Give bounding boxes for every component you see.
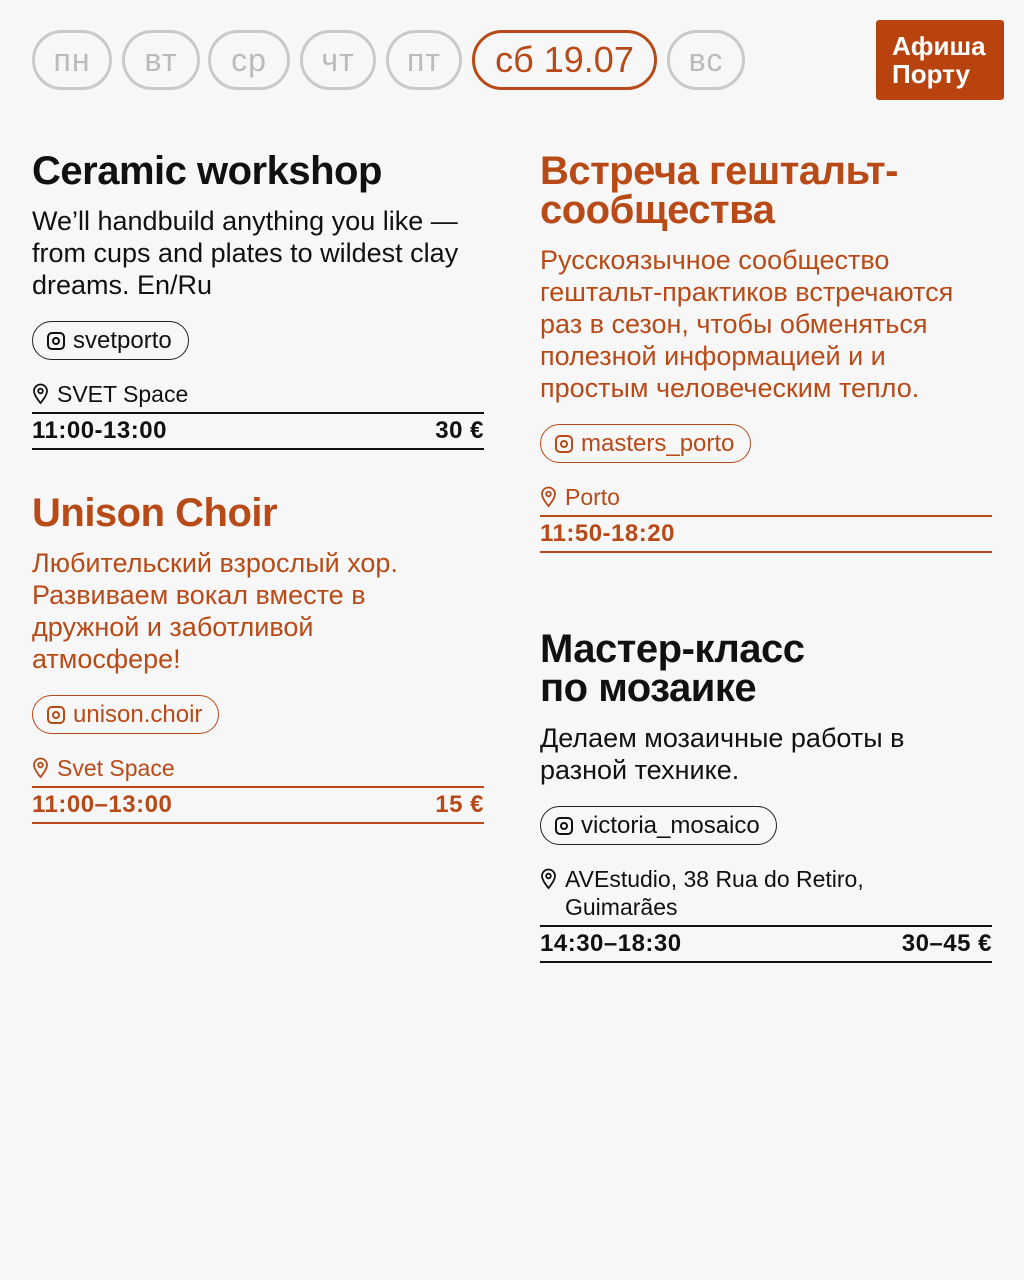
event-time: 11:00-13:00	[32, 417, 167, 444]
event-description: Русскоязычное сообщество гештальт-практиков встречаются раз в сезон, чтобы обменяться полезной информацией и и простым человеческим тепло.	[540, 245, 954, 403]
location-name: Svet Space	[57, 755, 175, 781]
day-tab-wed[interactable]: ср	[208, 30, 290, 90]
event-location	[540, 865, 992, 921]
location-pin-icon	[540, 486, 557, 508]
location-pin-icon	[32, 383, 49, 405]
event-title: Встреча гештальт-сообщества	[540, 149, 898, 232]
event-description: Любительский взрослый хор. Развиваем вокал вместе в дружной и заботливой атмосфере!	[32, 548, 398, 674]
brand-logo[interactable]	[876, 20, 1004, 100]
day-tab-sat-selected[interactable]: сб 19.07	[472, 30, 657, 90]
instagram-link[interactable]	[32, 695, 219, 734]
instagram-icon	[47, 706, 65, 724]
event-description: Делаем мозаичные работы в разной технике.	[540, 723, 905, 785]
event-card-ceramic-workshop	[32, 149, 484, 450]
event-description: We’ll handbuild anything you like — from cups and plates to wildest clay dreams. En/Ru	[32, 206, 459, 300]
brand-line-2: Порту	[892, 59, 970, 89]
day-tab-fri[interactable]: пт	[386, 30, 462, 90]
location-pin-icon	[540, 868, 557, 890]
event-price: 30 €	[435, 417, 484, 444]
instagram-handle: unison.choir	[73, 700, 203, 728]
day-tab-sun[interactable]: вс	[667, 30, 745, 90]
event-location	[540, 483, 992, 511]
day-tab-thu[interactable]: чт	[300, 30, 376, 90]
instagram-icon	[555, 435, 573, 453]
event-card-unison-choir	[32, 491, 484, 824]
instagram-icon	[555, 817, 573, 835]
location-name: AVEstudio, 38 Rua do Retiro, Guimarães	[565, 866, 864, 920]
event-meta	[32, 786, 484, 824]
event-time: 14:30–18:30	[540, 930, 682, 957]
event-location	[32, 380, 484, 408]
event-meta	[540, 515, 992, 553]
location-name: Porto	[565, 484, 620, 510]
instagram-link[interactable]	[540, 424, 751, 463]
event-price: 15 €	[435, 791, 484, 818]
location-pin-icon	[32, 757, 49, 779]
event-time: 11:00–13:00	[32, 791, 173, 818]
instagram-link[interactable]	[32, 321, 189, 360]
event-title: Мастер-класс по мозаике	[540, 627, 805, 710]
brand-line-1: Афиша	[892, 31, 986, 61]
event-time: 11:50-18:20	[540, 520, 675, 547]
instagram-handle: masters_porto	[581, 429, 735, 457]
event-title: Ceramic workshop	[32, 149, 382, 193]
event-card-gestalt-community	[540, 149, 992, 553]
instagram-link[interactable]	[540, 806, 777, 845]
event-location	[32, 754, 484, 782]
event-title: Unison Choir	[32, 491, 278, 535]
event-price: 30–45 €	[901, 930, 992, 957]
event-card-mosaic-masterclass	[540, 627, 992, 963]
day-tab-mon[interactable]: пн	[32, 30, 112, 90]
event-meta	[32, 412, 484, 450]
instagram-handle: victoria_mosaico	[581, 811, 760, 839]
event-meta	[540, 925, 992, 963]
instagram-icon	[47, 332, 65, 350]
instagram-handle: svetporto	[73, 326, 172, 354]
location-name: SVET Space	[57, 381, 189, 407]
day-tab-tue[interactable]: вт	[122, 30, 200, 90]
